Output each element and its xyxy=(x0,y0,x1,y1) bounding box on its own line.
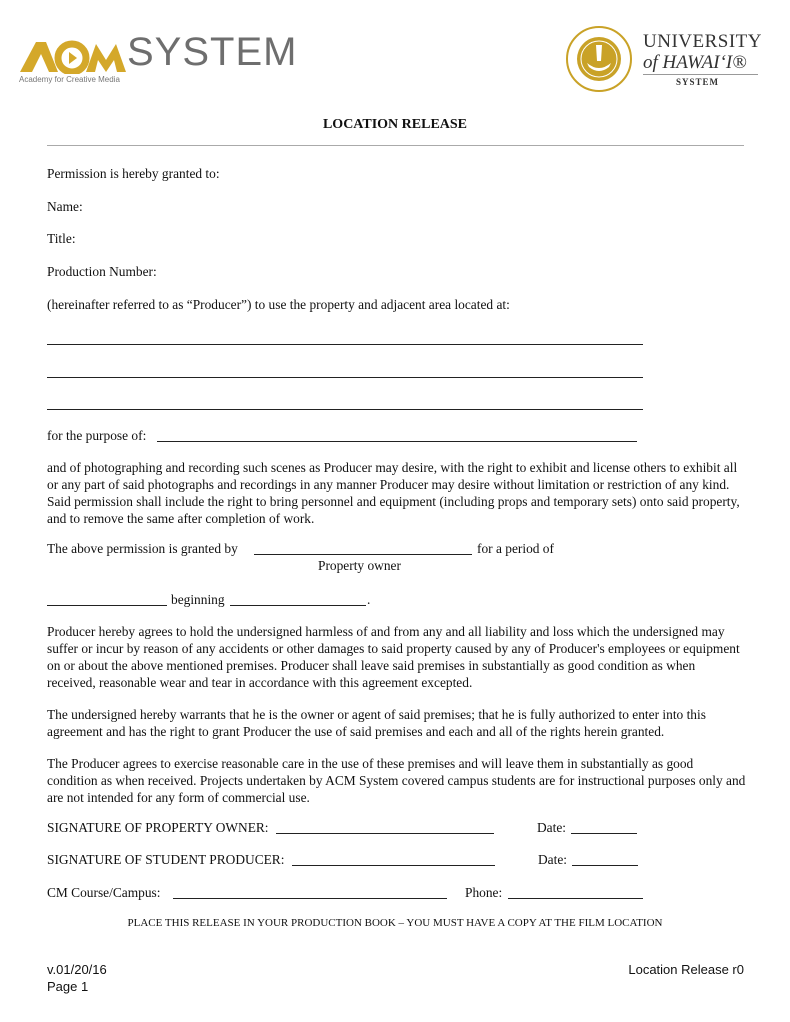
owner-date-line[interactable] xyxy=(571,833,637,834)
property-owner-line[interactable] xyxy=(254,554,472,555)
uh-divider xyxy=(643,74,758,75)
uh-line1: UNIVERSITY xyxy=(643,31,762,52)
student-signature-line[interactable] xyxy=(292,865,495,866)
student-date-line[interactable] xyxy=(572,865,638,866)
granted-to-label: Permission is hereby granted to: xyxy=(47,166,220,181)
period-label: for a period of xyxy=(477,541,554,556)
beginning-line[interactable] xyxy=(230,605,366,606)
purpose-line[interactable] xyxy=(157,441,637,442)
footer-doc-name: Location Release r0 xyxy=(628,962,744,977)
page-title: LOCATION RELEASE xyxy=(322,117,468,132)
course-line[interactable] xyxy=(173,898,447,899)
acm-subtitle: Academy for Creative Media xyxy=(19,75,120,84)
uh-line3: SYSTEM xyxy=(676,77,720,87)
phone-line[interactable] xyxy=(508,898,643,899)
student-signature-label: SIGNATURE OF STUDENT PRODUCER: xyxy=(47,852,285,867)
uh-line2: of HAWAIʻI® xyxy=(643,52,747,73)
course-label: CM Course/Campus: xyxy=(47,885,161,900)
student-date-label: Date: xyxy=(538,852,567,867)
paragraph-care: The Producer agrees to exercise reasonable care in the use of these premises and will leave them in substantially as good condition as when received. Projects undertaken by ACM System covered campus students are for instructional purposes only and are not intended for any form of commercial use. xyxy=(47,756,746,805)
address-line-3[interactable] xyxy=(47,409,643,410)
address-line-1[interactable] xyxy=(47,344,643,345)
property-owner-caption: Property owner xyxy=(318,558,401,573)
name-label: Name: xyxy=(47,199,83,214)
paragraph-permission: and of photographing and recording such scenes as Producer may desire, with the right to exhibit and license others to exhibit all or any part of said photographs and recordings in any manner Producer may desire without limitation or restriction of any kind. Said permission shall include the right to bring personnel and equipment (including props and temporary sets) onto said property, and to remove the same after completion of work. xyxy=(47,460,740,526)
title-rule xyxy=(47,145,744,146)
purpose-label: for the purpose of: xyxy=(47,428,147,443)
title-label: Title: xyxy=(47,231,76,246)
hereinafter-text: (hereinafter referred to as “Producer”) to use the property and adjacent area located at: xyxy=(47,297,510,312)
granted-by-label: The above permission is granted by xyxy=(47,541,238,556)
acm-logo xyxy=(18,38,126,74)
beginning-label: beginning xyxy=(171,592,225,607)
production-number-label: Production Number: xyxy=(47,264,157,279)
footer-version: v.01/20/16 xyxy=(47,962,107,977)
period-dot: . xyxy=(367,592,371,607)
owner-signature-label: SIGNATURE OF PROPERTY OWNER: xyxy=(47,820,269,835)
notice-text: PLACE THIS RELEASE IN YOUR PRODUCTION BOOK – YOU MUST HAVE A COPY AT THE FILM LOCATION xyxy=(127,917,663,929)
phone-label: Phone: xyxy=(465,885,503,900)
uh-seal-icon xyxy=(565,25,633,93)
paragraph-liability: Producer hereby agrees to hold the undersigned harmless of and from any and all liability and loss which the undersigned may suffer or incur by reason of any accidents or other damages to said property caused by any of Producer's employees or equipment on or about the above mentioned premises. Producer shall leave said premises in substantially as good condition as when received, reasonable wear and tear in accordance with this agreement excepted. xyxy=(47,624,740,690)
address-line-2[interactable] xyxy=(47,377,643,378)
footer-page: Page 1 xyxy=(47,979,89,994)
period-line[interactable] xyxy=(47,605,167,606)
acm-system-wordmark: SYSTEM xyxy=(127,30,298,74)
owner-date-label: Date: xyxy=(537,820,566,835)
paragraph-warranty: The undersigned hereby warrants that he is the owner or agent of said premises; that he is fully authorized to enter into this agreement and has the right to grant Producer the use of said premises and each and all of the rights herein granted. xyxy=(47,707,706,739)
owner-signature-line[interactable] xyxy=(276,833,494,834)
